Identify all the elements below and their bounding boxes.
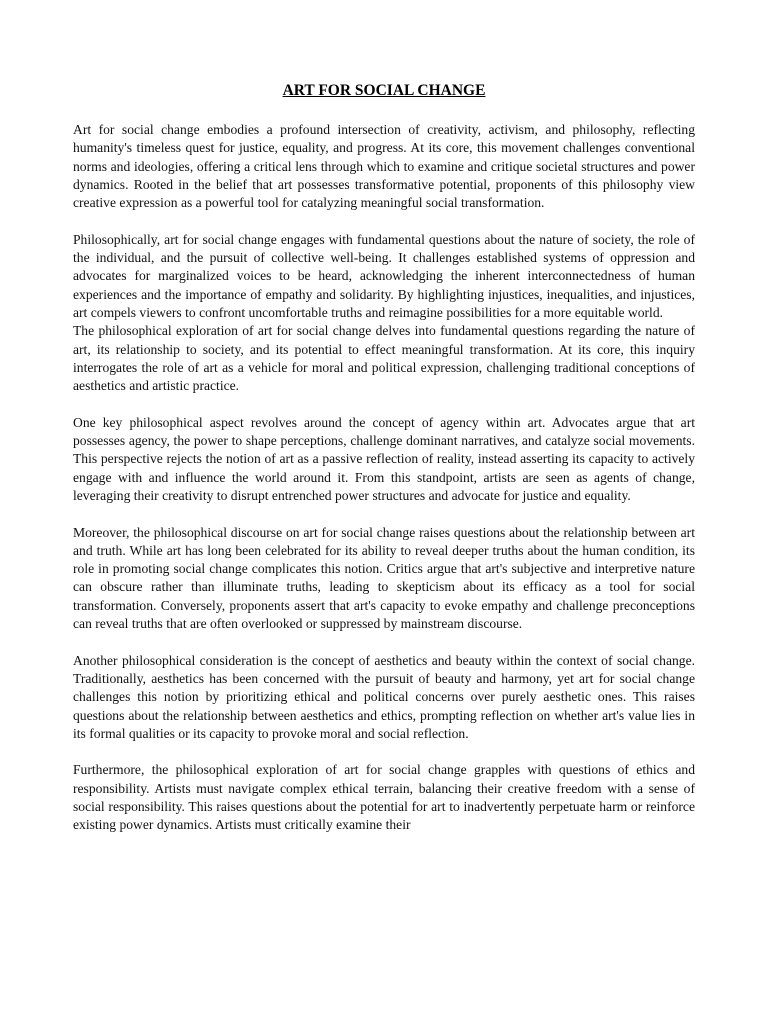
paragraph-6: Another philosophical consideration is the concept of aesthetics and beauty within the context of social change. Traditionally, aesthetics has been concerned with the pursuit of beauty and harmony, yet art for social change challenges this notion by prioritizing ethical and political concerns over purely aesthetic ones. This raises questions about the relationship between aesthetics and ethics, prompting reflection on whether art's value lies in its formal qualities or its capacity to provoke moral and social reflection. (73, 652, 695, 741)
paragraph-4: One key philosophical aspect revolves around the concept of agency within art. Advocates argue that art possesses agency, the power to shape perceptions, challenge dominant narratives, and catalyze social movements. This perspective rejects the notion of art as a passive reflection of reality, instead asserting its capacity to actively engage with and influence the world around it. From this standpoint, artists are seen as agents of change, leveraging their creativity to disrupt entrenched power structures and advocate for justice and equality. (73, 414, 695, 503)
document-title: ART FOR SOCIAL CHANGE (282, 82, 486, 99)
document-body (73, 121, 695, 835)
paragraph-7: Furthermore, the philosophical exploration of art for social change grapples with questions of ethics and responsibility. Artists must navigate complex ethical terrain, balancing their creative freedom with a sense of social responsibility. This raises questions about the potential for art to inadvertently perpetuate harm or reinforce existing power dynamics. Artists must critically examine their (73, 762, 695, 833)
paragraph-2: Philosophically, art for social change engages with fundamental questions about the nature of society, the role of the individual, and the pursuit of collective well-being. It challenges established systems of oppression and advocates for marginalized voices to be heard, acknowledging the inherent interconnectedness of human experiences and the importance of empathy and solidarity. By highlighting injustices, inequalities, and injustices, art compels viewers to confront uncomfortable truths and reimagine possibilities for a more equitable world. (73, 231, 695, 320)
paragraph-1: Art for social change embodies a profound intersection of creativity, activism, and philosophy, reflecting humanity's timeless quest for justice, equality, and progress. At its core, this movement challenges conventional norms and ideologies, offering a critical lens through which to examine and critique societal structures and power dynamics. Rooted in the belief that art possesses transformative potential, proponents of this philosophy view creative expression as a powerful tool for catalyzing meaningful social transformation. (73, 122, 695, 211)
paragraph-3: The philosophical exploration of art for social change delves into fundamental questions regarding the nature of art, its relationship to society, and its potential to effect meaningful transformation. At its core, this inquiry interrogates the role of art as a vehicle for moral and political expression, challenging traditional conceptions of aesthetics and artistic practice. (73, 323, 695, 394)
paragraph-5: Moreover, the philosophical discourse on art for social change raises questions about the relationship between art and truth. While art has long been celebrated for its ability to reveal deeper truths about the human condition, its role in promoting social change complicates this notion. Critics argue that art's subjective and interpretive nature can obscure rather than illuminate truths, leading to skepticism about its efficacy as a tool for social transformation. Conversely, proponents assert that art's capacity to evoke empathy and challenge preconceptions can reveal truths that are often overlooked or suppressed by mainstream discourse. (73, 524, 695, 632)
